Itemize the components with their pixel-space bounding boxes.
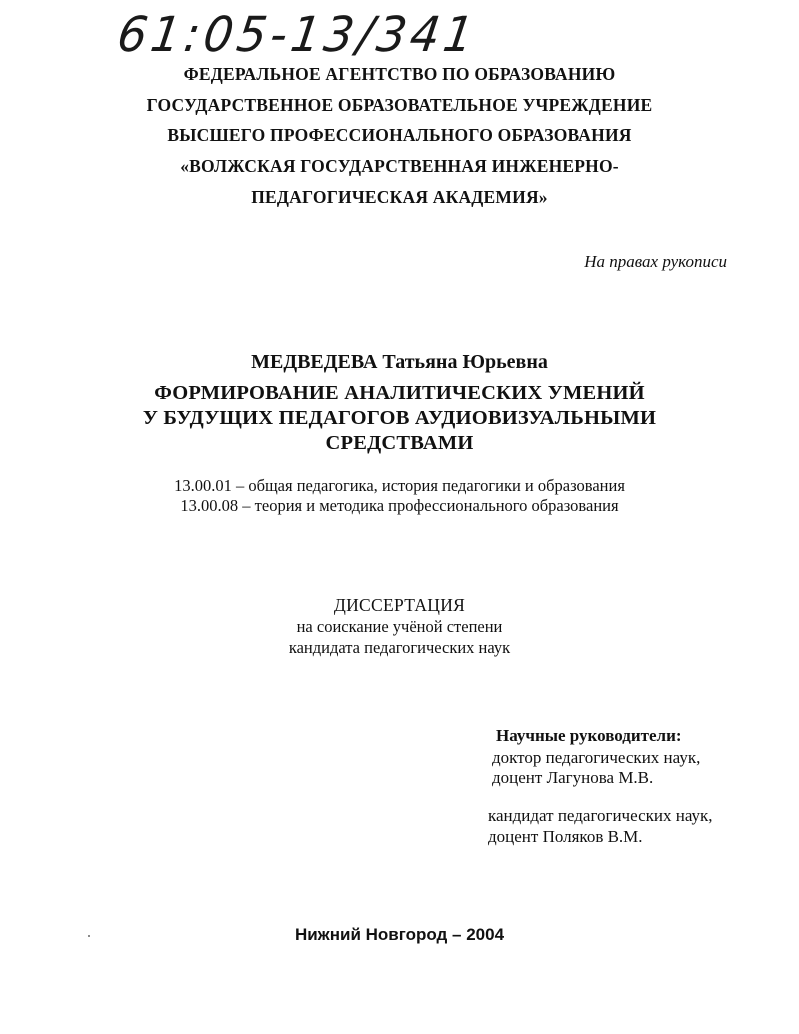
advisor-1-degree: доктор педагогических наук,: [492, 748, 701, 767]
thesis-title-line-3: СРЕДСТВАМИ: [325, 432, 474, 454]
dissertation-degree-line-2: кандидата педагогических наук: [288, 638, 511, 657]
thesis-title-line-2: У БУДУЩИХ ПЕДАГОГОВ АУДИОВИЗУАЛЬНЫМИ: [142, 407, 657, 429]
header-line-institution-type: ГОСУДАРСТВЕННОЕ ОБРАЗОВАТЕЛЬНОЕ УЧРЕЖДЕНИЕ: [146, 95, 653, 115]
scan-speck: [88, 935, 90, 937]
handwritten-archive-code: 61:05-13/341: [114, 6, 481, 63]
advisor-1-name: доцент Лагунова М.В.: [492, 768, 654, 787]
dissertation-heading: ДИССЕРТАЦИЯ: [333, 595, 466, 615]
advisor-2-degree: кандидат педагогических наук,: [488, 806, 713, 825]
author-name: МЕДВЕДЕВА Татьяна Юрьевна: [251, 351, 548, 373]
header-line-education-level: ВЫСШЕГО ПРОФЕССИОНАЛЬНОГО ОБРАЗОВАНИЯ: [167, 125, 632, 145]
header-line-academy-name-2: ПЕДАГОГИЧЕСКАЯ АКАДЕМИЯ»: [251, 187, 548, 207]
manuscript-rights-label: На правах рукописи: [584, 252, 727, 271]
header-line-agency: ФЕДЕРАЛЬНОЕ АГЕНТСТВО ПО ОБРАЗОВАНИЮ: [183, 64, 616, 84]
advisors-heading: Научные руководители:: [496, 726, 682, 745]
advisor-2-name: доцент Поляков В.М.: [488, 827, 643, 846]
dissertation-degree-line-1: на соискание учёной степени: [296, 617, 503, 636]
specialty-line-2: 13.00.08 – теория и методика профессионального образования: [180, 496, 619, 515]
city-and-year: Нижний Новгород – 2004: [294, 925, 505, 944]
thesis-title-line-1: ФОРМИРОВАНИЕ АНАЛИТИЧЕСКИХ УМЕНИЙ: [154, 382, 645, 404]
header-line-academy-name-1: «ВОЛЖСКАЯ ГОСУДАРСТВЕННАЯ ИНЖЕНЕРНО-: [180, 156, 619, 176]
specialty-line-1: 13.00.01 – общая педагогика, история педагогики и образования: [174, 476, 625, 495]
